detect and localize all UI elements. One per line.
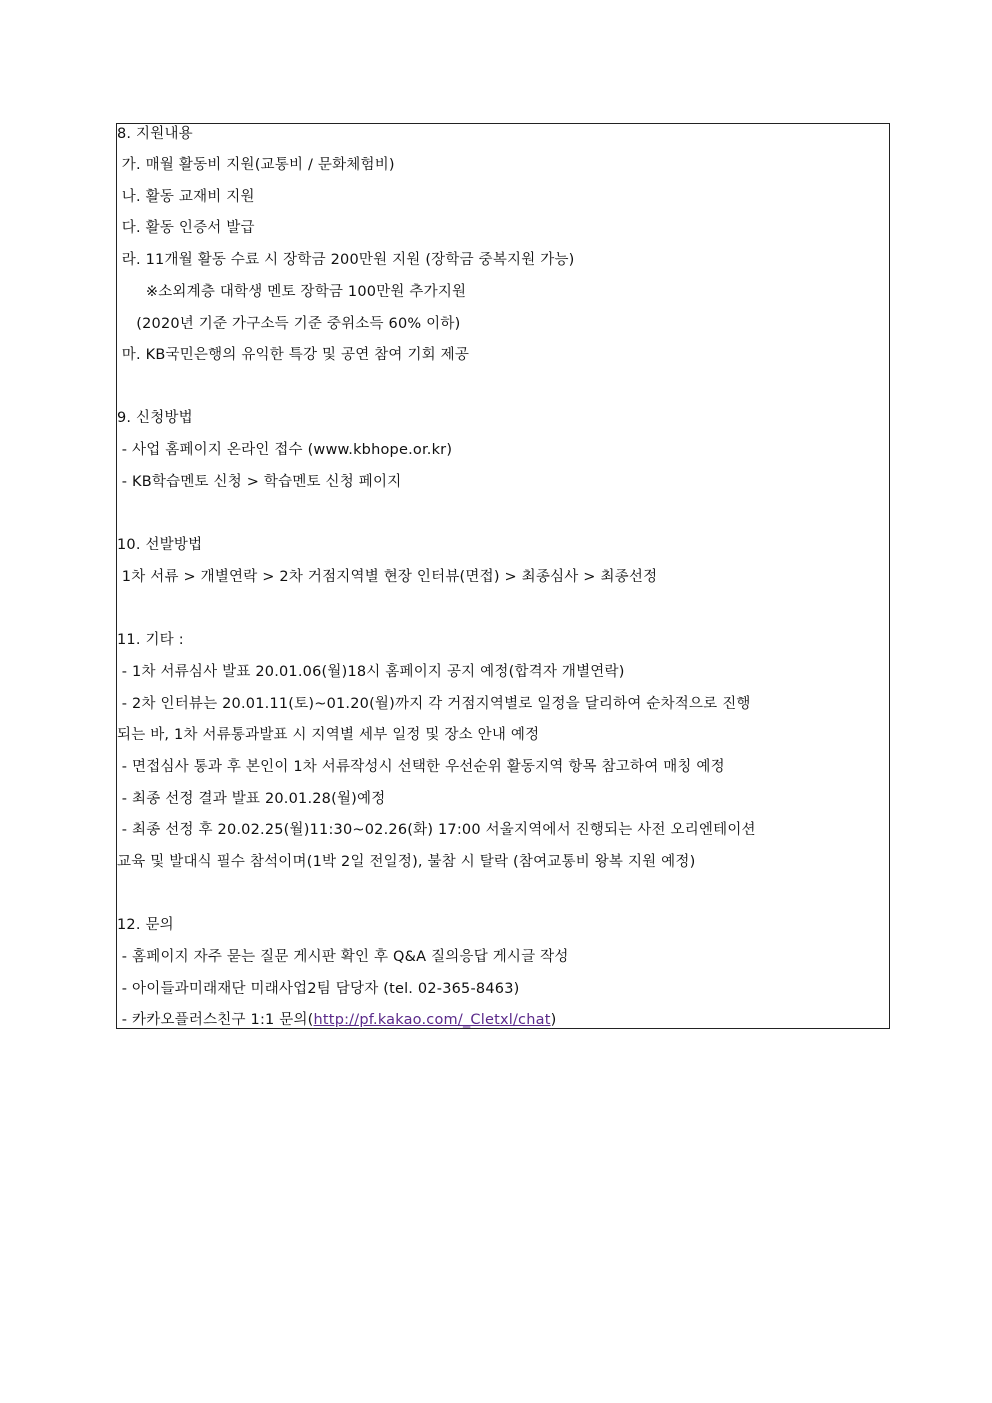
section-10-item: 1차 서류 > 개별연락 > 2차 거점지역별 현장 인터뷰(면접) > 최종심사 > 최종선정 <box>117 569 658 585</box>
section-8-item: 라. 11개월 활동 수료 시 장학금 200만원 지원 (장학금 중복지원 가능) <box>117 252 575 268</box>
section-12-item: - 홈페이지 자주 묻는 질문 게시판 확인 후 Q&A 질의응답 게시글 작성 <box>117 949 569 965</box>
section-12-item-kakao <box>117 1010 889 1030</box>
section-8-item: 다. 활동 인증서 발급 <box>117 220 255 236</box>
section-8-note: ※소외계층 대학생 멘토 장학금 100만원 추가지원 <box>117 284 467 300</box>
section-9-heading: 9. 신청방법 <box>117 410 193 426</box>
section-8-item: 마. KB국민은행의 유익한 특강 및 공연 참여 기회 제공 <box>117 347 470 363</box>
section-11-item-cont: 되는 바, 1차 서류통과발표 시 지역별 세부 일정 및 장소 안내 예정 <box>117 727 540 743</box>
section-10-heading: 10. 선발방법 <box>117 537 203 553</box>
section-8-item: 나. 활동 교재비 지원 <box>117 189 255 205</box>
section-11-item: - 면접심사 통과 후 본인이 1차 서류작성시 선택한 우선순위 활동지역 항목 참고하여 매칭 예정 <box>117 759 725 775</box>
kakao-chat-link[interactable]: http://pf.kakao.com/_Cletxl/chat <box>313 1012 551 1028</box>
section-12-heading: 12. 문의 <box>117 917 174 933</box>
section-11-item: - 최종 선정 후 20.02.25(월)11:30~02.26(화) 17:00 서울지역에서 진행되는 사전 오리엔테이션 <box>117 822 756 838</box>
kakao-inquiry-suffix: ) <box>550 1012 557 1028</box>
section-8-note: (2020년 기준 가구소득 기준 중위소득 60% 이하) <box>117 316 461 332</box>
section-12-item: - 아이들과미래재단 미래사업2팀 담당자 (tel. 02-365-8463) <box>117 981 520 997</box>
section-11-heading: 11. 기타 : <box>117 632 184 648</box>
section-11-item: - 2차 인터뷰는 20.01.11(토)~01.20(월)까지 각 거점지역별로 일정을 달리하여 순차적으로 진행 <box>117 696 751 712</box>
document-box <box>116 123 890 1029</box>
section-11-item-cont: 교육 및 발대식 필수 참석이며(1박 2일 전일정), 불참 시 탈락 (참여교통비 왕복 지원 예정) <box>117 854 696 870</box>
section-9-item: - KB학습멘토 신청 > 학습멘토 신청 페이지 <box>117 474 402 490</box>
kakao-inquiry-prefix: - 카카오플러스친구 1:1 문의( <box>117 1012 314 1028</box>
section-11-item: - 최종 선정 결과 발표 20.01.28(월)예정 <box>117 791 386 807</box>
section-9-item: - 사업 홈페이지 온라인 접수 (www.kbhope.or.kr) <box>117 442 453 458</box>
section-11-item: - 1차 서류심사 발표 20.01.06(월)18시 홈페이지 공지 예정(합격자 개별연락) <box>117 664 625 680</box>
section-8-heading: 8. 지원내용 <box>117 126 193 142</box>
section-8-item: 가. 매월 활동비 지원(교통비 / 문화체험비) <box>117 157 395 173</box>
